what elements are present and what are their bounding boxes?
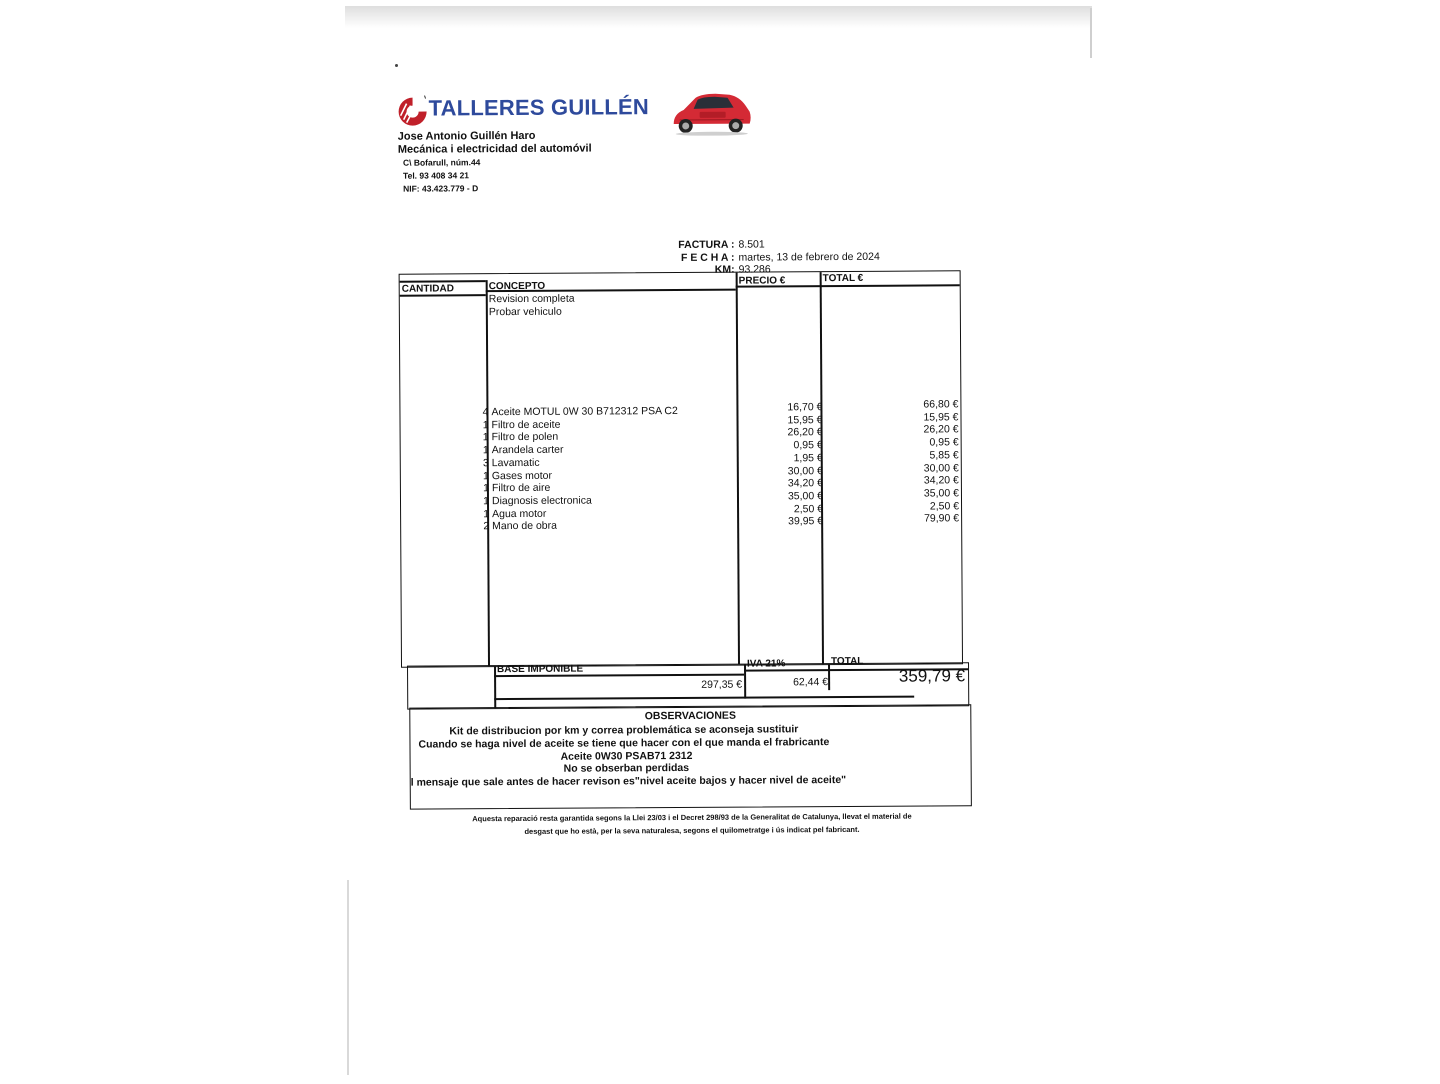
observations-lines [410,722,970,789]
fecha-value: martes, 13 de febrero de 2024 [738,250,880,264]
item-line-total: 0,95 € [929,436,959,449]
total-label: TOTAL [830,655,864,668]
company-nif: NIF: 43.423.779 - D [403,183,479,194]
item-description: Arandela carter [491,443,564,457]
item-quantity: 4 [482,406,489,419]
factura-label: FACTURA : [678,238,735,252]
company-logo [395,90,650,132]
item-unit-price: 0,95 € [793,439,823,452]
observation-line: Cuando se haga nivel de aceite se tiene que hacer con el que manda el frabricante [418,735,830,751]
item-description: Mano de obra [492,520,557,533]
item-description: Aceite MOTUL 0W 30 B712312 PSA C2 [491,405,678,419]
item-unit-price: 2,50 € [793,502,824,515]
base-imponible-value: 297,35 € [701,678,743,691]
header-total: TOTAL € [822,272,864,285]
item-quantity: 1 [482,431,489,444]
row-divider [494,696,914,700]
company-address: C\ Bofarull, núm.44 [402,157,481,168]
observation-line: Kit de distribucion por km y correa problemática se aconseja sustituir [449,723,799,738]
item-quantity: 1 [482,444,489,457]
item-quantity: 3 [482,456,489,469]
item-unit-price: 34,20 € [787,477,823,490]
observations-title: OBSERVACIONES [644,709,736,723]
item-unit-price: 35,00 € [787,490,824,503]
item-line-total: 34,20 € [923,474,959,487]
factura-value: 8.501 [738,238,765,251]
item-quantity: 1 [483,495,490,508]
item-line-total: 5,85 € [929,449,959,462]
legal-footer [442,809,942,838]
legal-line: desgast que ho està, per la seva naturalesa, segons el quilometratge i ús indicat pel fabricant. [524,824,860,836]
row-divider [400,280,486,282]
legal-line: Aquesta reparació resta garantida segons la Llei 23/03 i el Decret 298/93 de la Generalitat de Catalunya, llevat el material de [472,811,912,824]
item-description: Gases motor [491,469,552,482]
item-line-total: 2,50 € [929,499,960,513]
item-description: Diagnosis electronica [491,494,592,508]
company-activity: Mecánica i electricidad del automóvil [397,142,592,156]
company-brand: TALLERES GUILLÉN [428,94,650,121]
km-label: KM: [714,263,735,276]
item-unit-price: 30,00 € [787,464,823,477]
company-info [398,130,592,196]
base-imponible-label: BASE IMPONIBLE [496,663,584,676]
item-line-total: 66,80 € [923,398,959,411]
item-line-total: 26,20 € [923,423,959,436]
note-line: Probar vehiculo [488,305,562,319]
summary-box [407,655,969,709]
header-concepto: CONCEPTO [488,280,546,293]
km-value: 93.286 [738,263,771,276]
grand-total-value: 359,79 € [898,666,966,686]
observation-line: Aceite 0W30 PSAB71 2312 [560,749,693,763]
item-line-total: 35,00 € [923,487,960,500]
item-quantity: 1 [482,469,489,482]
item-quantity: 1 [482,418,489,431]
observations-box [409,704,972,809]
iva-label: IVA 21% [746,658,786,670]
tire-logo-icon [395,94,431,130]
item-line-total: 30,00 € [923,461,959,475]
item-unit-price: 15,95 € [787,413,823,427]
observation-line: No se obserban perdidas [563,762,690,776]
item-quantity: 1 [483,507,490,520]
company-phone: Tel. 93 408 34 21 [402,170,470,181]
header-cantidad: CANTIDAD [401,283,454,295]
item-line-total: 15,95 € [923,410,959,424]
car-icon [669,90,753,137]
item-unit-price: 26,20 € [787,426,823,439]
header-precio: PRECIO € [738,275,786,287]
iva-value: 62,44 € [793,676,829,689]
item-quantity: 1 [483,482,489,495]
item-description: Filtro de aceite [491,418,561,431]
item-quantity: 2 [483,520,490,533]
item-unit-price: 1,95 € [793,451,823,465]
item-line-total: 79,90 € [924,512,960,525]
item-description: Filtro de polen [491,431,559,444]
col-divider [494,666,496,708]
observation-line: l mensaje que sale antes de hacer revison es"nivel aceite bajos y hacer nivel de aceite" [410,774,847,789]
item-description: Filtro de aire [491,481,551,495]
owner-name: Jose Antonio Guillén Haro [397,129,536,143]
item-unit-price: 16,70 € [787,401,823,414]
item-description: Agua motor [492,507,547,520]
fecha-label: F E C H A : [680,251,735,264]
col-divider [828,664,830,690]
item-description: Lavamatic [491,456,540,469]
item-unit-price: 39,95 € [788,515,824,528]
col-divider [736,273,740,665]
note-line: Revision completa [488,292,575,306]
